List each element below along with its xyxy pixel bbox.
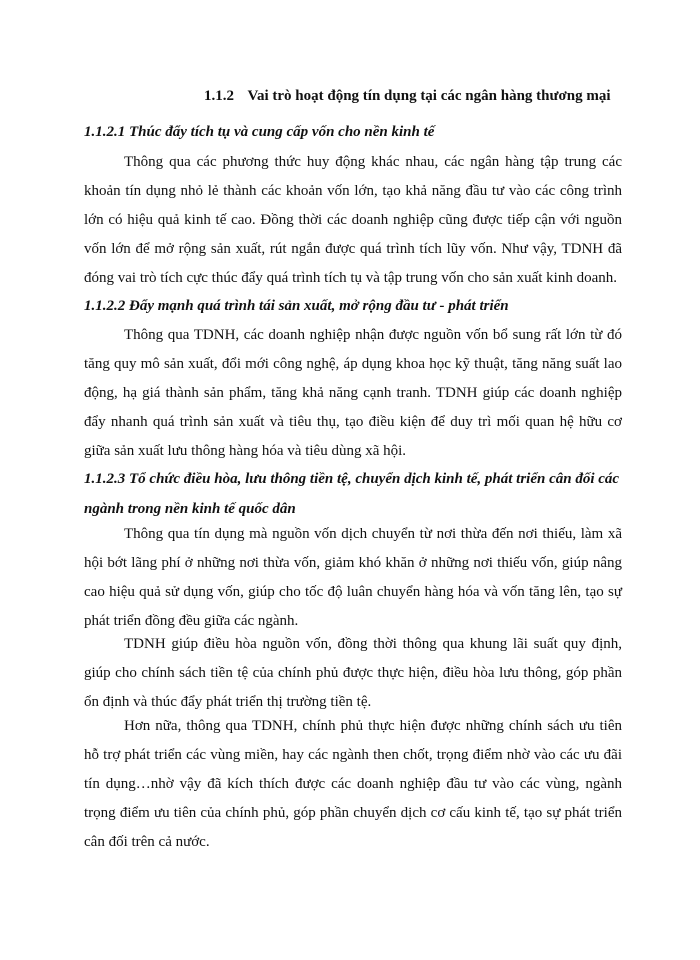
- section-heading: [204, 88, 611, 105]
- paragraph-1-1: Thông qua các phương thức huy động khác nhau, các ngân hàng tập trung các khoản tín dụng nhỏ lẻ thành các khoản vốn lớn, tạo khả năng đầu tư vào các công trình lớn có hiệu quả kinh tế cao. Đồng thời các doanh nghiệp cũng được tiếp cận với nguồn vốn lớn để mở rộng sản xuất, rút ngắn được quá trình tích lũy vốn. Như vậy, TDNH đã đóng vai trò tích cực thúc đẩy quá trình tích tụ và tập trung vốn cho sản xuất kinh doanh.: [84, 154, 622, 286]
- paragraph-3-2: TDNH giúp điều hòa nguồn vốn, đồng thời thông qua khung lãi suất quy định, giúp cho chính sách tiền tệ của chính phủ được thực hiện, điều hòa lưu thông, góp phần ổn định và thúc đẩy phát triển thị trường tiền tệ.: [84, 636, 622, 710]
- subsection-heading-1: 1.1.2.1 Thúc đẩy tích tụ và cung cấp vốn cho nền kinh tế: [84, 124, 435, 140]
- section-number: 1.1.2: [204, 88, 234, 104]
- paragraph-3-3: Hơn nữa, thông qua TDNH, chính phủ thực hiện được những chính sách ưu tiên hỗ trợ phát triển các vùng miền, hay các ngành then chốt, trọng điểm nhờ vào các ưu đãi tín dụng…nhờ vậy đã kích thích được các doanh nghiệp đầu tư vào các vùng, ngành trọng điểm ưu tiên của chính phủ, góp phần chuyển dịch cơ cấu kinh tế, tạo sự phát triển cân đối trên cả nước.: [84, 718, 622, 850]
- subsection-heading-2: 1.1.2.2 Đẩy mạnh quá trình tái sản xuất, mở rộng đầu tư - phát triển: [84, 298, 509, 314]
- subsection-heading-3: 1.1.2.3 Tổ chức điều hòa, lưu thông tiền tệ, chuyển dịch kinh tế, phát triển cân đối các ngành trong nền kinh tế quốc dân: [84, 471, 620, 517]
- section-title: Vai trò hoạt động tín dụng tại các ngân hàng thương mại: [247, 88, 611, 104]
- paragraph-2-1: Thông qua TDNH, các doanh nghiệp nhận được nguồn vốn bổ sung rất lớn từ đó tăng quy mô sản xuất, đổi mới công nghệ, áp dụng khoa học kỹ thuật, tăng năng suất lao động, hạ giá thành sản phẩm, tăng khả năng cạnh tranh. TDNH giúp các doanh nghiệp đẩy nhanh quá trình sản xuất và tiêu thụ, tạo điều kiện để duy trì mối quan hệ hữu cơ giữa sản xuất lưu thông hàng hóa và tiêu dùng xã hội.: [84, 327, 622, 459]
- paragraph-3-1: Thông qua tín dụng mà nguồn vốn dịch chuyển từ nơi thừa đến nơi thiếu, làm xã hội bớt lãng phí ở những nơi thừa vốn, giảm khó khăn ở những nơi thiếu vốn, giúp nâng cao hiệu quả sử dụng vốn, giúp cho tốc độ luân chuyển hàng hóa và vốn tăng lên, tạo sự phát triển đồng đều giữa các ngành.: [84, 526, 622, 629]
